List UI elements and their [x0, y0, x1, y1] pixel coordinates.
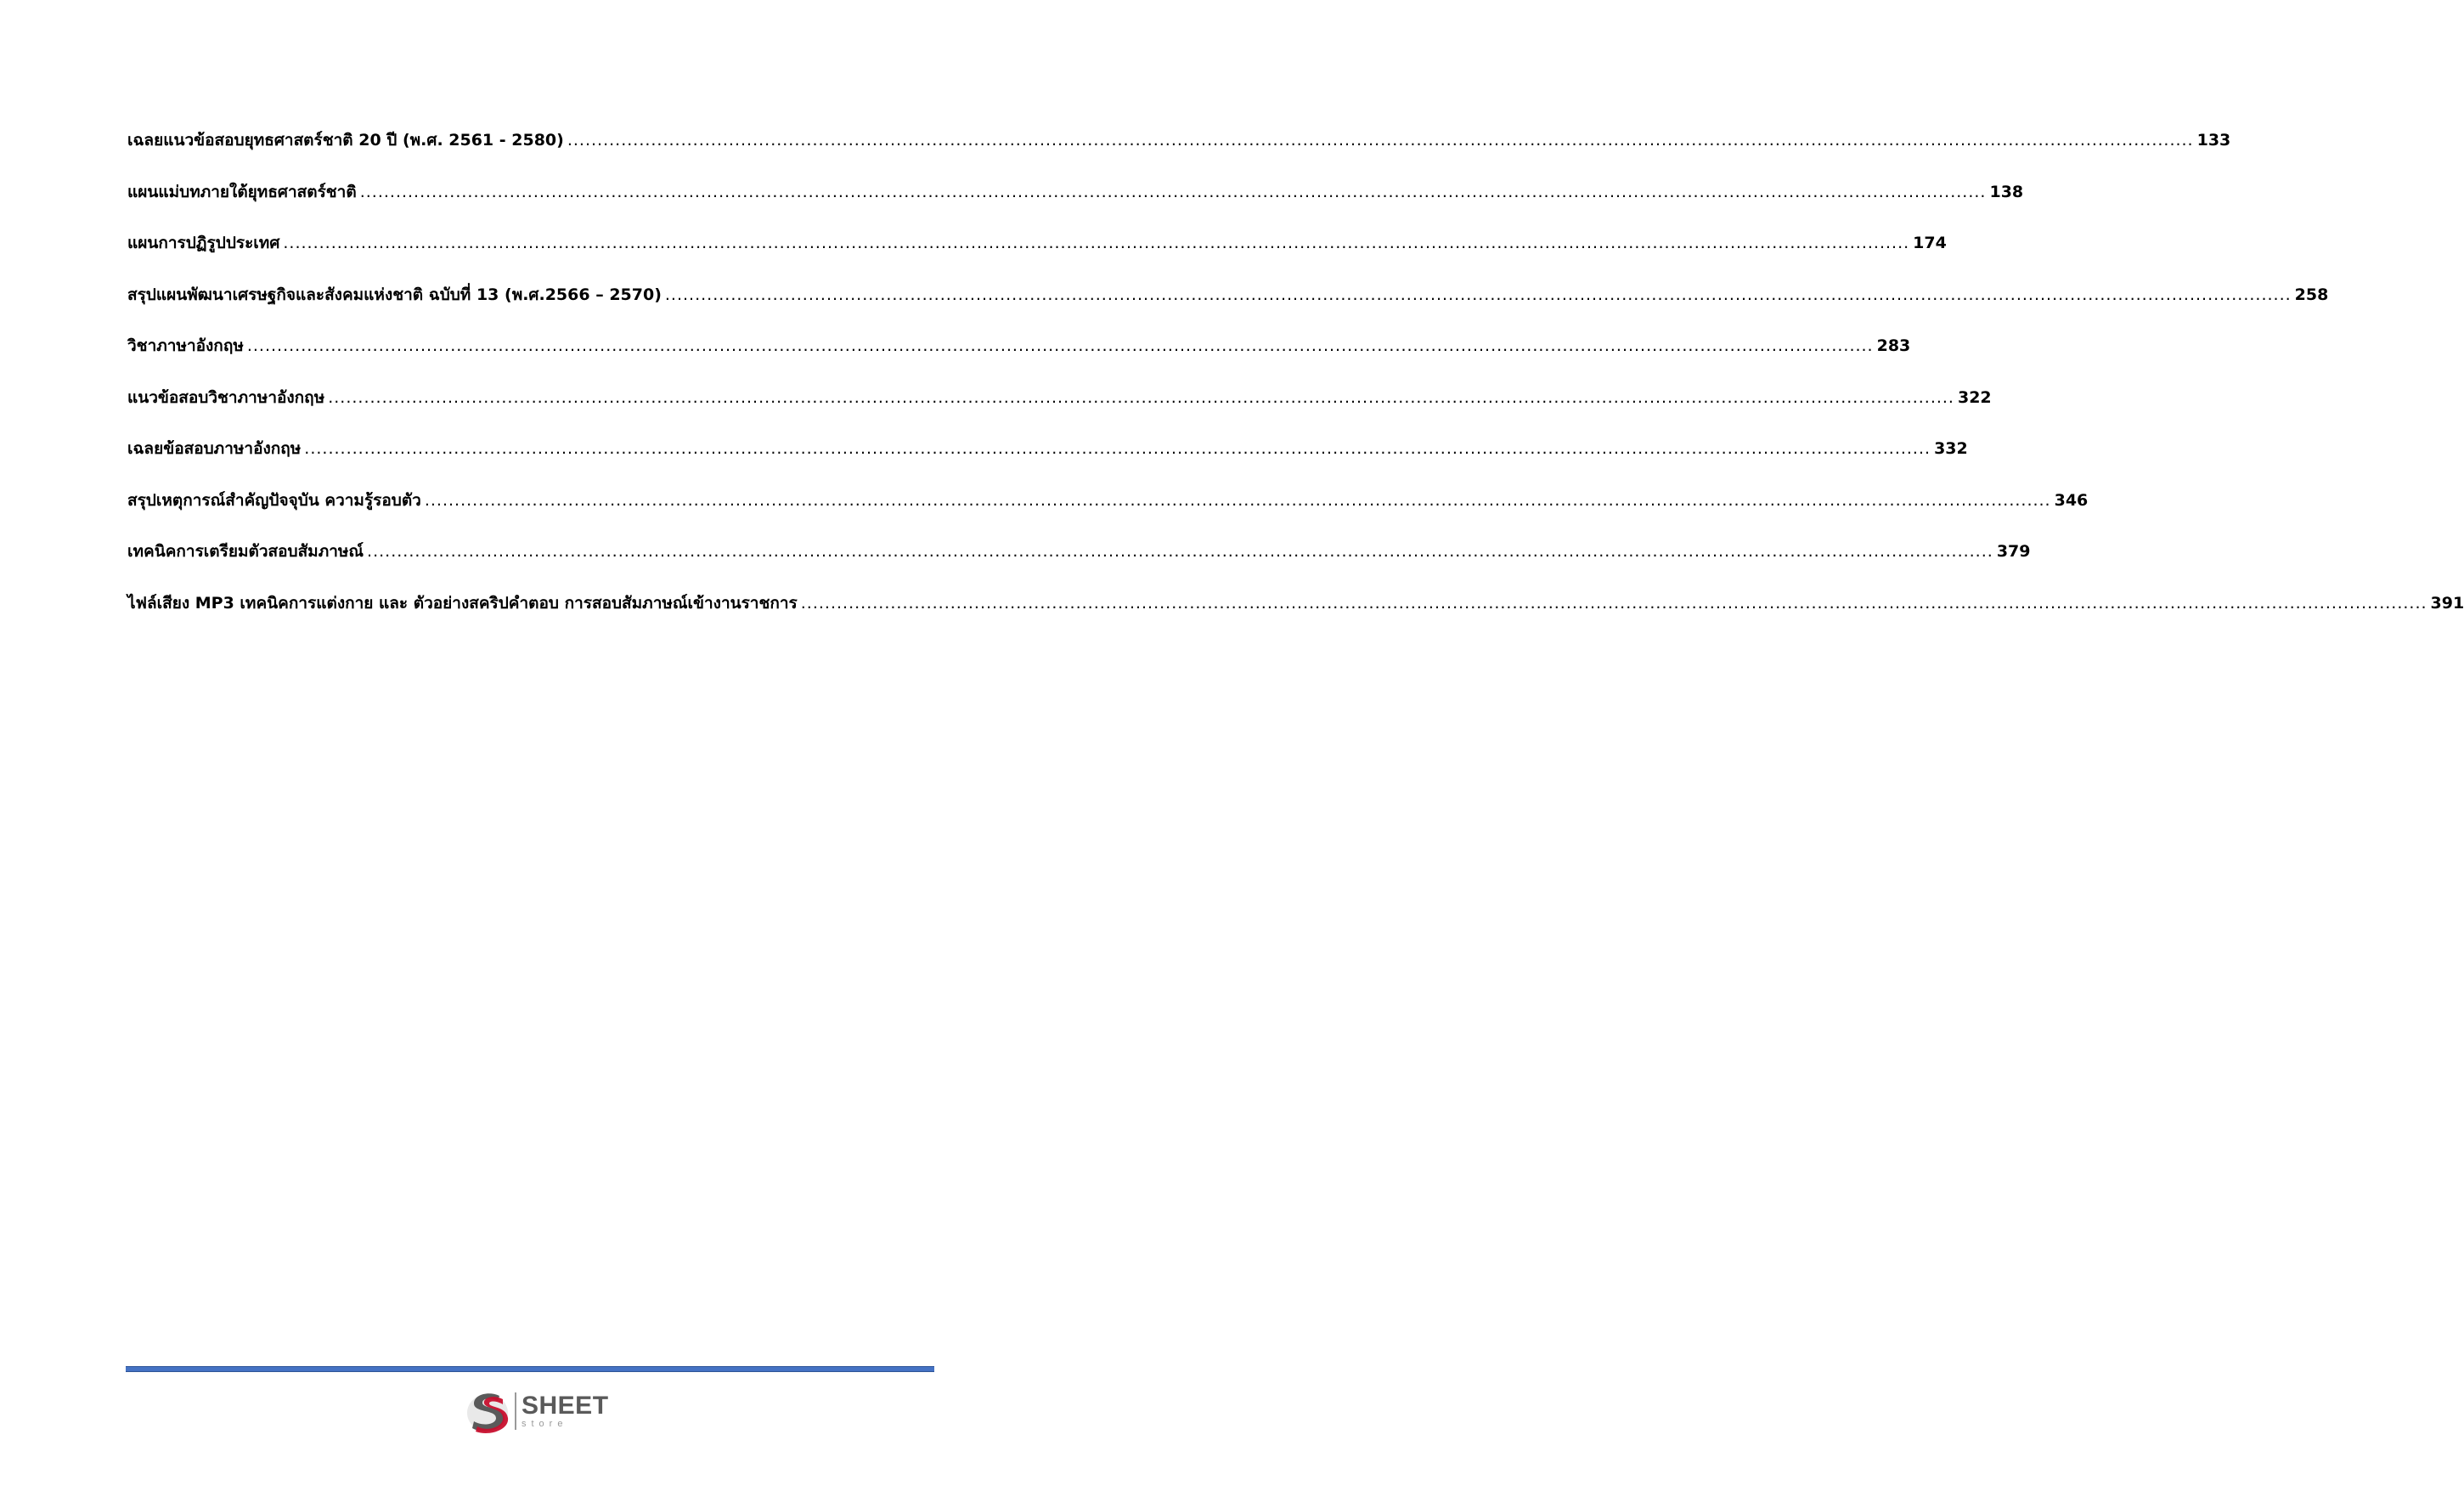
toc-dot-leader — [567, 131, 2194, 150]
toc-entry-page: 174 — [1913, 234, 1947, 252]
toc-entry-page: 133 — [2196, 131, 2231, 150]
toc-entry[interactable] — [127, 590, 2464, 642]
toc-dot-leader — [367, 542, 1993, 561]
toc-entry-page: 379 — [1996, 542, 2031, 561]
toc-entry-title: เฉลยข้อสอบภาษาอังกฤษ — [127, 439, 302, 458]
toc-entry-title: แนวข้อสอบวิชาภาษาอังกฤษ — [127, 387, 325, 407]
toc-entry-title: เทคนิคการเตรียมตัวสอบสัมภาษณ์ — [127, 542, 364, 561]
toc-entry-page: 283 — [1876, 336, 1911, 355]
toc-entry[interactable] — [127, 385, 1992, 437]
toc-entry-page: 391 — [2430, 593, 2464, 613]
toc-dot-leader — [665, 285, 2292, 304]
toc-dot-leader — [360, 183, 1987, 201]
logo-wordmark — [522, 1393, 609, 1429]
toc-entry[interactable] — [127, 282, 2329, 334]
toc-dot-leader — [801, 594, 2427, 613]
toc-dot-leader — [247, 336, 1874, 355]
sheet-store-logo — [465, 1387, 609, 1436]
toc-entry[interactable] — [127, 230, 1947, 282]
toc-entry-title: ไฟล์เสียง MP3 เทคนิคการแต่งกาย และ ตัวอย่างสคริปคำตอบ การสอบสัมภาษณ์เข้างานราชการ — [127, 593, 798, 613]
toc-entry-title: แผนการปฏิรูปประเทศ — [127, 234, 280, 252]
toc-entry-page: 138 — [1989, 182, 2024, 201]
toc-dot-leader — [283, 234, 1909, 252]
toc-entry[interactable] — [127, 488, 2089, 539]
toc-entry[interactable] — [127, 179, 2024, 231]
table-of-contents — [127, 127, 2464, 641]
toc-entry-page: 322 — [1957, 387, 1992, 407]
toc-entry[interactable] — [127, 539, 2031, 590]
logo-subword: store — [522, 1419, 568, 1429]
toc-entry[interactable] — [127, 436, 1968, 488]
toc-entry-page: 332 — [1934, 439, 1968, 458]
toc-entry-title: แผนแม่บทภายใต้ยุทธศาสตร์ชาติ — [127, 182, 357, 201]
toc-entry-page: 258 — [2294, 285, 2329, 304]
toc-entry-title: เฉลยแนวข้อสอบยุทธศาสตร์ชาติ 20 ปี (พ.ศ. 2561 - 2580) — [127, 131, 564, 150]
toc-entry-page: 346 — [2054, 490, 2089, 510]
toc-dot-leader — [328, 388, 1954, 407]
toc-dot-leader — [425, 491, 2051, 510]
logo-divider — [515, 1392, 516, 1430]
toc-entry-title: สรุปแผนพัฒนาเศรษฐกิจและสังคมแห่งชาติ ฉบับที่ 13 (พ.ศ.2566 – 2570) — [127, 285, 662, 304]
toc-entry[interactable] — [127, 127, 2231, 179]
toc-entry[interactable] — [127, 333, 1911, 385]
toc-dot-leader — [304, 439, 1931, 458]
footer-divider — [126, 1366, 934, 1372]
toc-entry-title: วิชาภาษาอังกฤษ — [127, 336, 244, 355]
toc-entry-title: สรุปเหตุการณ์สำคัญปัจจุบัน ความรู้รอบตัว — [127, 490, 421, 510]
sheet-store-s-logo-icon — [465, 1387, 510, 1435]
logo-word: SHEET — [522, 1392, 609, 1420]
